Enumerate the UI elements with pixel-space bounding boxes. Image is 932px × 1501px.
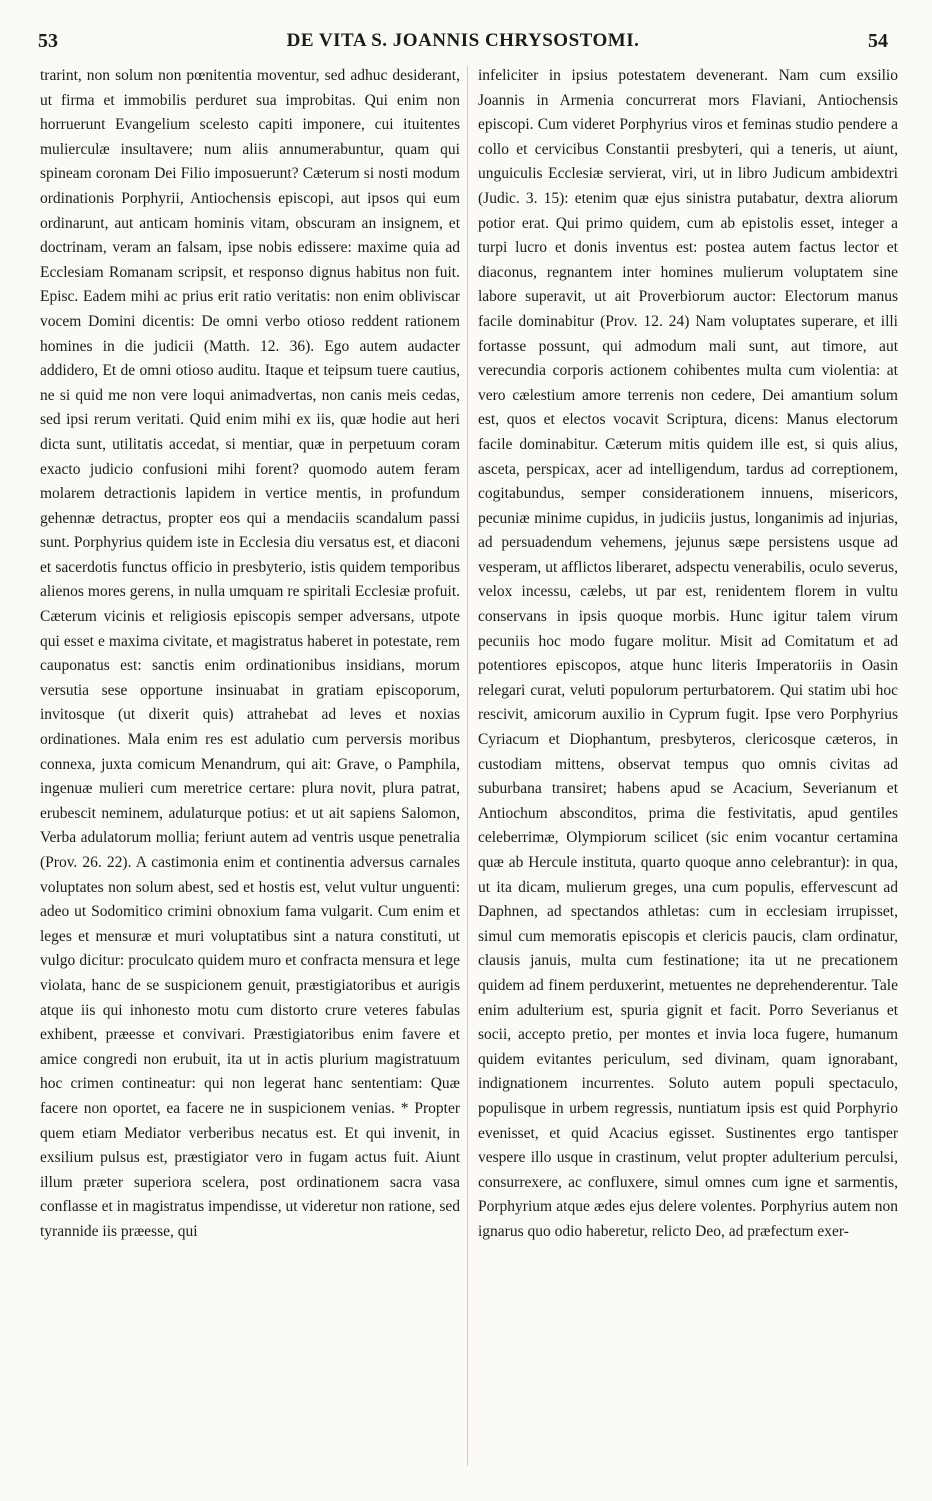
- running-title: DE VITA S. JOANNIS CHRYSOSTOMI.: [286, 30, 640, 51]
- text-column-right: [478, 64, 898, 1474]
- page-number-left: 53: [38, 30, 58, 52]
- page-number-right: 54: [868, 30, 888, 52]
- column-text: trarint, non solum non pœnitentia moventur, sed adhuc desiderant, ut firma et immobilis perduret sua improbitas. Qui enim non horruerunt Evangelium scelesto capiti imponere, cui ituitentes mulierculæ insultavere; num aliis annumerabuntur, quam qui spineam coronam Dei Filio imposuerunt? Cæterum si nosti modum ordinationis Porphyrii, Antiochensis episcopi, aut ipsos qui eum ordinarunt, aut anticam hominis vitam, obscuram an insignem, et doctrinam, veram an falsam, ipse nobis edissere: maxime quia ad Ecclesiam Romanam scripsit, et responso dignus habitus non fuit. Episc. Eadem mihi ac prius erit ratio veritatis: non enim obliviscar vocem Domini dicentis: De omni verbo otioso reddent rationem homines in die judicii (Matth. 12. 36). Ego autem audacter addidero, Et de omni otioso auditu. Itaque et teipsum tuere cautius, ne si quid me non vere loqui animadvertas, non canis meis cedas, sed ipsi rerum veritati. Quid enim mihi ex iis, quæ hodie aut heri dicta sunt, utilitatis accedat, si mentiar, quæ in perpetuum coram exacto judicio confusioni mihi forent? quomodo autem feram molarem detractionis lapidem in vertice mentis, in profundum gehennæ detractus, propter eos qui a mendaciis scandalum passi sunt. Porphyrius quidem iste in Ecclesia diu versatus est, et diaconi et sacerdotis functus officio in presbyterio, istis quidem temporibus alienos mores gerens, in nulla umquam re spiritali Ecclesiæ profuit. Cæterum vicinis et religiosis episcopis semper adversans, utpote qui esset e maxima civitate, et magistratus haberet in potestate, rem cauponatus est: sanctis enim ordinationibus insidians, morum versutia sese opportune insinuabat in gratiam episcoporum, invitosque (ut dixerit quis) attrahebat ad leves et noxias ordinationes. Mala enim res est adulatio cum perversis moribus connexa, juxta comicum Menandrum, qui ait: Grave, o Pamphila, ingenuæ mulieri cum meretrice certare: plura novit, plura patrat, erubescit neminem, adulaturque potius: et ut ait sapiens Salomon, Verba adulatorum mollia; feriunt autem ad ventris usque penetralia (Prov. 26. 22). A castimonia enim et continentia adversus carnales voluptates non solum abest, sed et hostis est, velut vultur unguenti: adeo ut Sodomitico crimini obnoxium fama vulgarit. Cum enim et leges et mensuræ et muri voluptatibus sint a natura constituti, ut vulgo dicitur: proculcato quidem muro et confracta mensura et lege violata, hanc de se suspicionem genuit, præstigiatoribus et aurigis atque iis qui inhonesto motu cum distorto crure veteres fabulas exhibent, præesse et convivari. Præstigiatoribus enim favere et amice congredi non erubuit, ita ut in actis plurium magistratuum hoc crimen contineatur: qui non legerat hanc sententiam: Quæ facere non oportet, ea facere ne in suspicionem venias. * Propter quem etiam Mediator verberibus necatus est. Et qui invenit, in exsilium pulsus est, præstigiator vero in fugam actus fuit. Aiunt illum præter superiora scelera, post ordinationem sacra vasa conflasse et in magistratus impendisse, ut videretur non ratione, sed tyrannide iis præesse, qui: [40, 67, 460, 1240]
- text-column-left: [40, 64, 460, 1474]
- running-header: [30, 30, 896, 62]
- column-divider: [467, 66, 468, 1466]
- column-text: infeliciter in ipsius potestatem devenerant. Nam cum exsilio Joannis in Armenia concurrerat mors Flaviani, Antiochensis episcopi. Cum videret Porphyrius viros et feminas studio pendere a collo et cervicibus Constantii presbyteri, qui a teneris, ut aiunt, unguiculis Ecclesiæ servierat, viri, ut in libro Judicum ambidextri (Judic. 3. 15): etenim quæ ejus sinistra putabatur, dextra aliorum potior erat. Qui primo quidem, cum ab epistolis esset, integer a turpi lucro et donis inventus est: postea autem factus lector et diaconus, regnantem inter homines mulierum voluptatem sine labore superavit, ut ait Proverbiorum auctor: Electorum manus facile dominabitur (Prov. 12. 24) Nam voluptates superare, et illi fortasse possunt, qui admodum mali sunt, aut timore, aut verecundia corporis actionem cohibentes multa cum violentia: at vero cælestium amore terrenis non cedere, Dei amantium solum est, quos et electos vocavit Scriptura, dicens: Manus electorum facile dominabitur. Cæterum mitis quidem ille est, si quis alius, asceta, perspicax, acer ad intelligendum, tardus ad correptionem, cogitabundus, semper considerationem innuens, misericors, pecuniæ minime cupidus, in judiciis justus, longanimis ad injurias, ad persuadendum vehemens, jejunus sæpe persistens usque ad vesperam, ut afflictos liberaret, adspectu venerabilis, oculo severus, velox incessu, cælebs, ut par est, renidentem florem in vultu conservans in ipsis quoque morbis. Hunc igitur talem virum pecuniis hoc modo fugare molitur. Misit ad Comitatum et ad potentiores episcopos, atque hunc literis Imperatoriis in Oasin relegari curat, veluti populorum perturbatorem. Qui statim ubi hoc rescivit, amicorum auxilio in Cyprum fugit. Ipse vero Porphyrius Cyriacum et Diophantum, presbyteros, clericosque cæteros, in custodiam mittens, observat tempus quo omnis civitas ad suburbana transiret; habens apud se Acacium, Severianum et Antiochum absconditos, prima die festivitatis, apud gentiles celeberrimæ, Olympiorum scilicet (sic enim vocantur certamina quæ ab Hercule instituta, quarto quoque anno celebrantur): in qua, ut ita dicam, mulierum greges, una cum populis, effervescunt ad Daphnen, ad spectandos athletas: cum in ecclesiam irrupisset, simul cum memoratis episcopis et clericis paucis, clam ordinatur, clausis januis, multa cum festinatione; ita ut ne precationem quidem ad finem perduxerint, metuentes ne deprehenderentur. Tale enim adulterium est, spuria gignit et facit. Porro Severianus et socii, accepto pretio, per montes et invia loca fugere, humanum quidem evitantes periculum, sed divinam, quam ignorabant, indignationem incurrentes. Soluto autem populi spectaculo, populisque in urbem regressis, nuntiatum ipsis est quid Porphyrio evenisset, et quid Acacius egisset. Sustinentes ergo tantisper vespere illo usque in crastinum, velut propter adulterium perculsi, consurrexere, ac confluxere, simul omnes cum igne et sarmentis, Porphyrium atque ædes ejus delere volentes. Porphyrius autem non ignarus quo odio haberetur, relicto Deo, ad præfectum exer-: [478, 67, 898, 1240]
